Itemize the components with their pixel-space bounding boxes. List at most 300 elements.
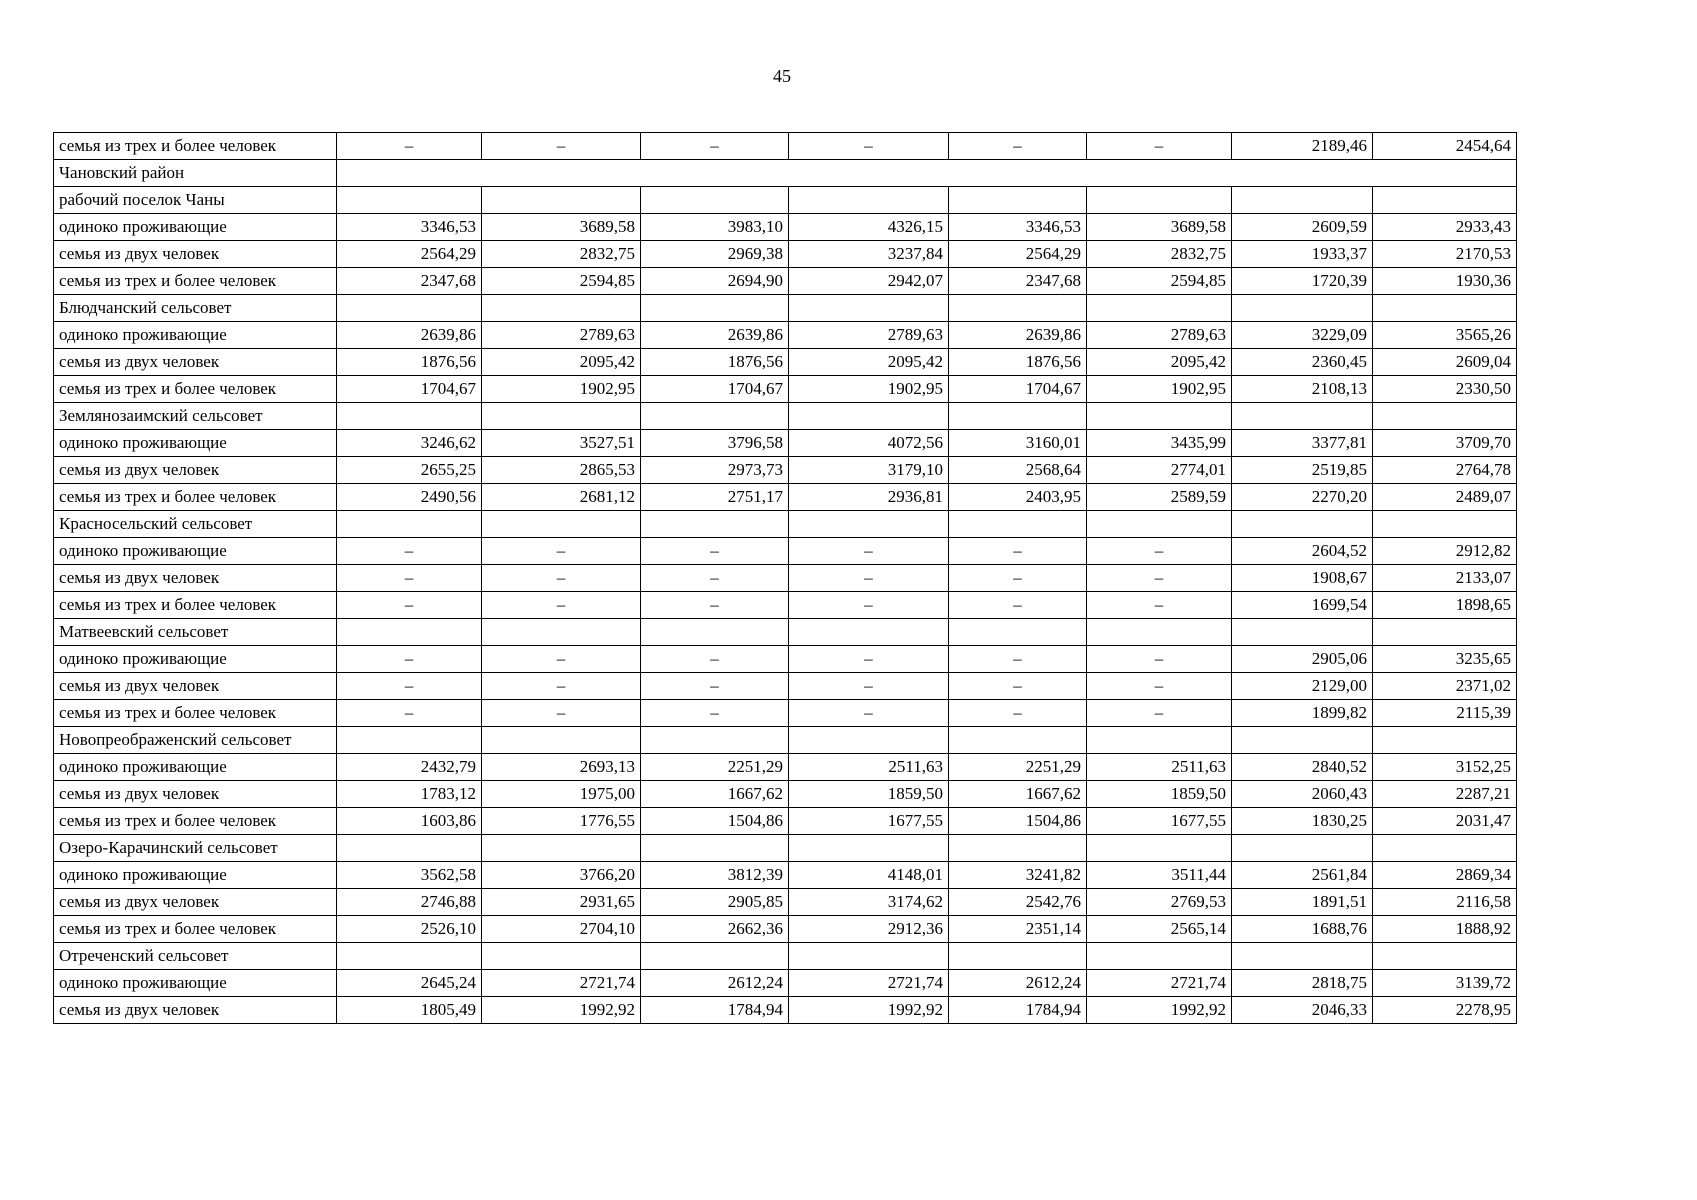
value-cell: 2662,36 [641, 916, 789, 943]
value-cell: 3766,20 [482, 862, 641, 889]
value-cell: – [789, 133, 949, 160]
section-row [54, 835, 1517, 862]
value-cell: 3562,58 [337, 862, 482, 889]
value-cell: – [1087, 592, 1232, 619]
value-cell: 2564,29 [337, 241, 482, 268]
value-cell: 1859,50 [1087, 781, 1232, 808]
section-row [54, 295, 1517, 322]
empty-cell [641, 187, 789, 214]
empty-cell [949, 511, 1087, 538]
value-cell: 1888,92 [1373, 916, 1517, 943]
table-row [54, 430, 1517, 457]
value-cell: 2609,04 [1373, 349, 1517, 376]
value-cell: 2060,43 [1232, 781, 1373, 808]
value-cell: 3511,44 [1087, 862, 1232, 889]
value-cell: – [1087, 646, 1232, 673]
table-row [54, 781, 1517, 808]
value-cell: 2639,86 [337, 322, 482, 349]
empty-cell [1232, 619, 1373, 646]
empty-cell [482, 943, 641, 970]
value-cell: 1908,67 [1232, 565, 1373, 592]
row-label: семья из трех и более человек [54, 592, 337, 619]
value-cell: 2594,85 [482, 268, 641, 295]
table-row [54, 565, 1517, 592]
value-cell: 2347,68 [949, 268, 1087, 295]
table-row [54, 646, 1517, 673]
empty-cell [337, 835, 482, 862]
empty-cell [337, 187, 482, 214]
value-cell: 1603,86 [337, 808, 482, 835]
value-cell: 1992,92 [482, 997, 641, 1024]
value-cell: 2840,52 [1232, 754, 1373, 781]
value-cell: 2694,90 [641, 268, 789, 295]
section-title: Отреченский сельсовет [54, 943, 337, 970]
row-label: одиноко проживающие [54, 754, 337, 781]
value-cell: 3527,51 [482, 430, 641, 457]
section-title: Блюдчанский сельсовет [54, 295, 337, 322]
value-cell: 2789,63 [789, 322, 949, 349]
value-cell: – [1087, 700, 1232, 727]
empty-cell [482, 835, 641, 862]
empty-cell [1232, 295, 1373, 322]
empty-cell [949, 943, 1087, 970]
empty-cell [1373, 187, 1517, 214]
value-cell: 2645,24 [337, 970, 482, 997]
empty-cell [1373, 295, 1517, 322]
empty-cell [789, 727, 949, 754]
empty-cell [1087, 727, 1232, 754]
value-cell: 2564,29 [949, 241, 1087, 268]
value-cell: 1667,62 [949, 781, 1087, 808]
empty-cell [949, 619, 1087, 646]
value-cell: 2568,64 [949, 457, 1087, 484]
table-row [54, 970, 1517, 997]
value-cell: 2116,58 [1373, 889, 1517, 916]
value-cell: 2095,42 [482, 349, 641, 376]
value-cell: 2095,42 [789, 349, 949, 376]
value-cell: 2403,95 [949, 484, 1087, 511]
empty-cell [1373, 727, 1517, 754]
value-cell: 2818,75 [1232, 970, 1373, 997]
value-cell: 2490,56 [337, 484, 482, 511]
value-cell: 2511,63 [1087, 754, 1232, 781]
row-label: одиноко проживающие [54, 970, 337, 997]
empty-cell [789, 511, 949, 538]
value-cell: 2751,17 [641, 484, 789, 511]
empty-cell [1087, 403, 1232, 430]
empty-cell [1232, 187, 1373, 214]
empty-cell [1232, 403, 1373, 430]
value-cell: 2454,64 [1373, 133, 1517, 160]
value-cell: 2371,02 [1373, 673, 1517, 700]
section-title: Красносельский сельсовет [54, 511, 337, 538]
value-cell: – [337, 592, 482, 619]
value-cell: 2046,33 [1232, 997, 1373, 1024]
value-cell: 2561,84 [1232, 862, 1373, 889]
value-cell: 1677,55 [789, 808, 949, 835]
value-cell: 1688,76 [1232, 916, 1373, 943]
empty-cell [337, 727, 482, 754]
row-label: семья из двух человек [54, 565, 337, 592]
value-cell: 3139,72 [1373, 970, 1517, 997]
value-cell: – [641, 592, 789, 619]
value-cell: 1992,92 [789, 997, 949, 1024]
value-cell: – [789, 646, 949, 673]
value-cell: 3565,26 [1373, 322, 1517, 349]
empty-cell [337, 943, 482, 970]
value-cell: – [337, 673, 482, 700]
value-cell: – [337, 700, 482, 727]
value-cell: 2769,53 [1087, 889, 1232, 916]
value-cell: 1975,00 [482, 781, 641, 808]
empty-cell [482, 511, 641, 538]
value-cell: 2108,13 [1232, 376, 1373, 403]
value-cell: 3174,62 [789, 889, 949, 916]
table-row [54, 673, 1517, 700]
value-cell: – [641, 646, 789, 673]
value-cell: 3689,58 [1087, 214, 1232, 241]
value-cell: 2519,85 [1232, 457, 1373, 484]
row-label: семья из трех и более человек [54, 268, 337, 295]
value-cell: – [1087, 565, 1232, 592]
value-cell: 3812,39 [641, 862, 789, 889]
value-cell: – [482, 700, 641, 727]
value-cell: 2639,86 [949, 322, 1087, 349]
value-cell: – [337, 133, 482, 160]
section-row [54, 943, 1517, 970]
value-cell: 2129,00 [1232, 673, 1373, 700]
empty-cell [1232, 835, 1373, 862]
value-cell: 2912,36 [789, 916, 949, 943]
value-cell: 2565,14 [1087, 916, 1232, 943]
empty-cell [641, 943, 789, 970]
value-cell: 2655,25 [337, 457, 482, 484]
value-cell: – [949, 673, 1087, 700]
value-cell: 1876,56 [337, 349, 482, 376]
value-cell: 1859,50 [789, 781, 949, 808]
value-cell: – [949, 646, 1087, 673]
value-cell: – [482, 565, 641, 592]
empty-cell [949, 295, 1087, 322]
table-row [54, 538, 1517, 565]
value-cell: 2942,07 [789, 268, 949, 295]
value-cell: 1704,67 [949, 376, 1087, 403]
value-cell: 3179,10 [789, 457, 949, 484]
value-cell: 1699,54 [1232, 592, 1373, 619]
value-cell: 2542,76 [949, 889, 1087, 916]
empty-cell [1087, 295, 1232, 322]
value-cell: 2287,21 [1373, 781, 1517, 808]
empty-cell [337, 403, 482, 430]
table-row [54, 754, 1517, 781]
value-cell: 3796,58 [641, 430, 789, 457]
value-cell: – [641, 133, 789, 160]
table-row [54, 457, 1517, 484]
value-cell: 3235,65 [1373, 646, 1517, 673]
value-cell: 2693,13 [482, 754, 641, 781]
value-cell: – [789, 700, 949, 727]
empty-cell [482, 295, 641, 322]
value-cell: 2832,75 [482, 241, 641, 268]
table-row [54, 484, 1517, 511]
empty-cell [641, 295, 789, 322]
value-cell: 2832,75 [1087, 241, 1232, 268]
value-cell: – [337, 538, 482, 565]
value-cell: 3246,62 [337, 430, 482, 457]
empty-cell [337, 619, 482, 646]
value-cell: 2270,20 [1232, 484, 1373, 511]
value-cell: 1784,94 [641, 997, 789, 1024]
row-label: семья из двух человек [54, 673, 337, 700]
table-row [54, 133, 1517, 160]
value-cell: 1876,56 [949, 349, 1087, 376]
value-cell: 3237,84 [789, 241, 949, 268]
table-row [54, 889, 1517, 916]
value-cell: 2330,50 [1373, 376, 1517, 403]
empty-cell [1232, 727, 1373, 754]
value-cell: 2489,07 [1373, 484, 1517, 511]
value-cell: 1899,82 [1232, 700, 1373, 727]
value-cell: 1784,94 [949, 997, 1087, 1024]
value-cell: 3689,58 [482, 214, 641, 241]
row-label: семья из трех и более человек [54, 133, 337, 160]
empty-cell [1087, 619, 1232, 646]
value-cell: 1902,95 [482, 376, 641, 403]
empty-cell [949, 727, 1087, 754]
value-cell: 3377,81 [1232, 430, 1373, 457]
value-cell: 1902,95 [1087, 376, 1232, 403]
value-cell: – [1087, 133, 1232, 160]
value-cell: 1677,55 [1087, 808, 1232, 835]
value-cell: 1891,51 [1232, 889, 1373, 916]
value-cell: 1504,86 [949, 808, 1087, 835]
value-cell: 3241,82 [949, 862, 1087, 889]
value-cell: 2865,53 [482, 457, 641, 484]
value-cell: 3983,10 [641, 214, 789, 241]
row-label: семья из трех и более человек [54, 484, 337, 511]
value-cell: 2170,53 [1373, 241, 1517, 268]
row-label: семья из двух человек [54, 781, 337, 808]
section-title: Чановский район [54, 160, 337, 187]
section-title: Землянозаимский сельсовет [54, 403, 337, 430]
table-row [54, 808, 1517, 835]
value-cell: 2969,38 [641, 241, 789, 268]
value-cell: 2612,24 [949, 970, 1087, 997]
value-cell: 1504,86 [641, 808, 789, 835]
value-cell: 4072,56 [789, 430, 949, 457]
empty-cell [482, 619, 641, 646]
row-label: семья из трех и более человек [54, 376, 337, 403]
empty-cell [789, 943, 949, 970]
value-cell: 3160,01 [949, 430, 1087, 457]
value-cell: 2351,14 [949, 916, 1087, 943]
table-row [54, 241, 1517, 268]
empty-cell [1087, 835, 1232, 862]
value-cell: 3229,09 [1232, 322, 1373, 349]
empty-cell [789, 619, 949, 646]
empty-cell [1373, 943, 1517, 970]
table-row [54, 862, 1517, 889]
value-cell: – [1087, 673, 1232, 700]
value-cell: – [789, 592, 949, 619]
table-row [54, 592, 1517, 619]
value-cell: 2251,29 [949, 754, 1087, 781]
value-cell: – [789, 538, 949, 565]
subsistence-table [53, 132, 1517, 1024]
empty-cell [1373, 619, 1517, 646]
value-cell: 4148,01 [789, 862, 949, 889]
value-cell: 2115,39 [1373, 700, 1517, 727]
empty-cell [482, 403, 641, 430]
table-row [54, 700, 1517, 727]
value-cell: 1933,37 [1232, 241, 1373, 268]
value-cell: – [949, 133, 1087, 160]
value-cell: 2973,73 [641, 457, 789, 484]
value-cell: 2912,82 [1373, 538, 1517, 565]
row-label: одиноко проживающие [54, 322, 337, 349]
empty-cell [482, 187, 641, 214]
value-cell: 1898,65 [1373, 592, 1517, 619]
value-cell: 2869,34 [1373, 862, 1517, 889]
value-cell: – [641, 538, 789, 565]
empty-cell [641, 403, 789, 430]
section-title: Новопреображенский сельсовет [54, 727, 337, 754]
table-row [54, 376, 1517, 403]
value-cell: – [949, 565, 1087, 592]
empty-cell [1087, 943, 1232, 970]
table-row [54, 916, 1517, 943]
value-cell: 4326,15 [789, 214, 949, 241]
row-label: одиноко проживающие [54, 214, 337, 241]
empty-cell [1232, 511, 1373, 538]
value-cell: 2704,10 [482, 916, 641, 943]
row-label: семья из трех и более человек [54, 808, 337, 835]
value-cell: 3435,99 [1087, 430, 1232, 457]
row-label: семья из двух человек [54, 457, 337, 484]
row-label: одиноко проживающие [54, 862, 337, 889]
value-cell: 2789,63 [1087, 322, 1232, 349]
row-label: семья из двух человек [54, 241, 337, 268]
value-cell: 2594,85 [1087, 268, 1232, 295]
value-cell: 1992,92 [1087, 997, 1232, 1024]
empty-cell [641, 511, 789, 538]
row-label: семья из двух человек [54, 349, 337, 376]
value-cell: 2936,81 [789, 484, 949, 511]
row-label: семья из трех и более человек [54, 700, 337, 727]
empty-cell [949, 187, 1087, 214]
row-label: одиноко проживающие [54, 430, 337, 457]
section-row [54, 160, 1517, 187]
section-row [54, 511, 1517, 538]
row-label: семья из двух человек [54, 997, 337, 1024]
value-cell: 2095,42 [1087, 349, 1232, 376]
value-cell: – [789, 565, 949, 592]
value-cell: 2933,43 [1373, 214, 1517, 241]
value-cell: 2526,10 [337, 916, 482, 943]
empty-cell [337, 160, 1517, 187]
value-cell: 1930,36 [1373, 268, 1517, 295]
table-row [54, 268, 1517, 295]
row-label: семья из трех и более человек [54, 916, 337, 943]
value-cell: 1783,12 [337, 781, 482, 808]
value-cell: 2764,78 [1373, 457, 1517, 484]
section-row [54, 727, 1517, 754]
page-number: 45 [773, 66, 791, 86]
section-title: Матвеевский сельсовет [54, 619, 337, 646]
value-cell: 2789,63 [482, 322, 641, 349]
value-cell: – [482, 592, 641, 619]
value-cell: – [337, 565, 482, 592]
value-cell: 2251,29 [641, 754, 789, 781]
empty-cell [641, 619, 789, 646]
value-cell: 2609,59 [1232, 214, 1373, 241]
value-cell: 2360,45 [1232, 349, 1373, 376]
value-cell: 1704,67 [641, 376, 789, 403]
value-cell: 2432,79 [337, 754, 482, 781]
value-cell: 3709,70 [1373, 430, 1517, 457]
value-cell: – [949, 700, 1087, 727]
value-cell: 2589,59 [1087, 484, 1232, 511]
value-cell: – [482, 673, 641, 700]
value-cell: – [1087, 538, 1232, 565]
value-cell: 1876,56 [641, 349, 789, 376]
value-cell: 2604,52 [1232, 538, 1373, 565]
empty-cell [482, 727, 641, 754]
value-cell: – [949, 538, 1087, 565]
value-cell: 2721,74 [789, 970, 949, 997]
value-cell: 2746,88 [337, 889, 482, 916]
section-title: Озеро-Карачинский сельсовет [54, 835, 337, 862]
table-body [54, 133, 1517, 1024]
value-cell: – [337, 646, 482, 673]
empty-cell [949, 403, 1087, 430]
value-cell: 2774,01 [1087, 457, 1232, 484]
value-cell: 2031,47 [1373, 808, 1517, 835]
empty-cell [1087, 187, 1232, 214]
empty-cell [789, 295, 949, 322]
value-cell: 2612,24 [641, 970, 789, 997]
value-cell: 2511,63 [789, 754, 949, 781]
empty-cell [337, 295, 482, 322]
empty-cell [789, 187, 949, 214]
value-cell: 2347,68 [337, 268, 482, 295]
value-cell: 2905,85 [641, 889, 789, 916]
value-cell: – [949, 592, 1087, 619]
value-cell: 1667,62 [641, 781, 789, 808]
value-cell: 2721,74 [1087, 970, 1232, 997]
table-row [54, 349, 1517, 376]
value-cell: – [789, 673, 949, 700]
value-cell: 2189,46 [1232, 133, 1373, 160]
empty-cell [1373, 403, 1517, 430]
empty-cell [949, 835, 1087, 862]
empty-cell [1087, 511, 1232, 538]
value-cell: 2931,65 [482, 889, 641, 916]
value-cell: 2905,06 [1232, 646, 1373, 673]
row-label: одиноко проживающие [54, 646, 337, 673]
value-cell: 1776,55 [482, 808, 641, 835]
value-cell: 2278,95 [1373, 997, 1517, 1024]
value-cell: 3152,25 [1373, 754, 1517, 781]
empty-cell [789, 403, 949, 430]
row-label: семья из двух человек [54, 889, 337, 916]
value-cell: 2721,74 [482, 970, 641, 997]
table-row [54, 997, 1517, 1024]
value-cell: – [641, 673, 789, 700]
value-cell: 2639,86 [641, 322, 789, 349]
value-cell: 1704,67 [337, 376, 482, 403]
value-cell: 2133,07 [1373, 565, 1517, 592]
